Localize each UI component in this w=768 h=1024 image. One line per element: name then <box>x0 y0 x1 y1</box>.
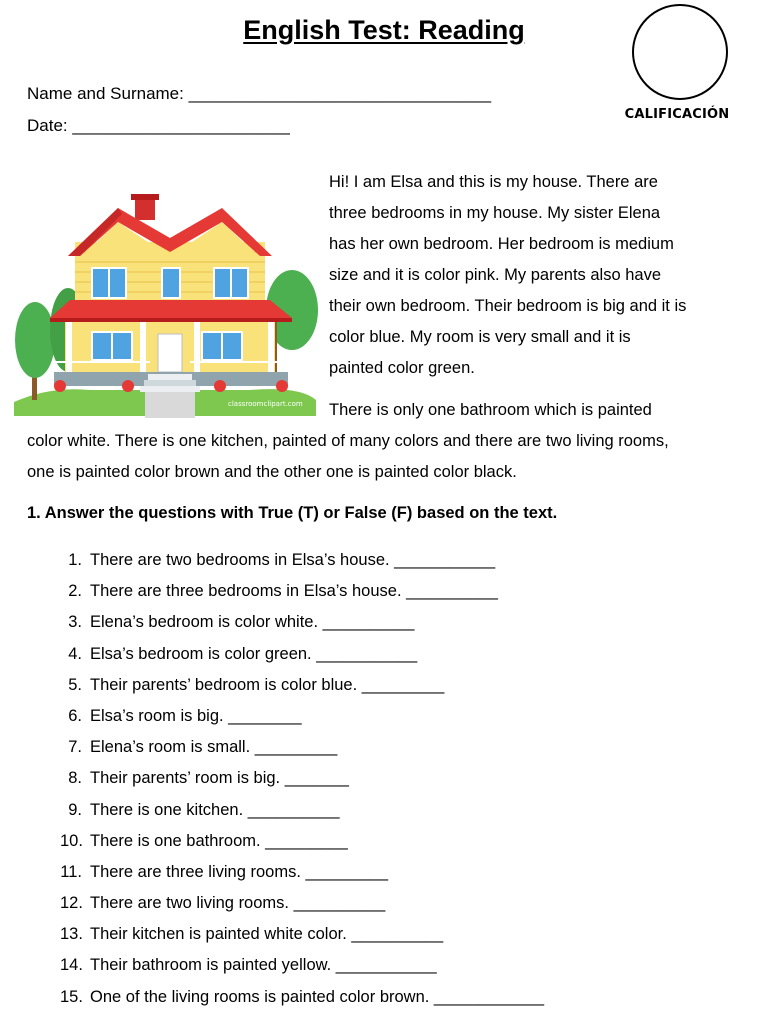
reading-paragraph-right <box>329 167 686 384</box>
reading-line: There is only one bathroom which is painted <box>329 401 652 419</box>
question-number: 15. <box>60 987 83 1006</box>
question-number: 2. <box>68 582 82 601</box>
question-text: There are two living rooms. __________ <box>90 894 386 913</box>
question-text: Their bathroom is painted yellow. ___________ <box>90 956 437 975</box>
reading-line: three bedrooms in my house. My sister Elena <box>329 204 661 222</box>
name-field: Name and Surname: ________________________________ <box>27 84 492 103</box>
question-text: Their kitchen is painted white color. __________ <box>90 925 444 944</box>
question-number: 11. <box>60 862 82 881</box>
page-title: English Test: Reading <box>243 15 525 45</box>
question-text: There are three bedrooms in Elsa’s house. __________ <box>90 582 498 601</box>
question-text: Elena’s room is small. _________ <box>90 738 338 757</box>
reading-line: color white. There is one kitchen, painted of many colors and there are two living rooms, <box>27 432 669 450</box>
reading-line: has her own bedroom. Her bedroom is medium <box>329 235 674 253</box>
reading-paragraph-continuation <box>329 395 652 426</box>
question-text: There is one kitchen. __________ <box>90 800 340 819</box>
question-number: 14. <box>60 956 83 975</box>
house-illustration <box>10 190 320 418</box>
reading-paragraph-full <box>27 426 669 488</box>
question-text: There is one bathroom. _________ <box>90 831 348 850</box>
reading-line: Hi! I am Elsa and this is my house. There are <box>329 173 658 191</box>
question-number: 5. <box>68 675 82 694</box>
question-text: Elsa’s bedroom is color green. ___________ <box>90 644 418 663</box>
reading-line: size and it is color pink. My parents also have <box>329 266 661 284</box>
question-text: Elena’s bedroom is color white. __________ <box>90 613 415 632</box>
question-number: 1. <box>68 551 82 569</box>
question-text: There are two bedrooms in Elsa’s house. ___________ <box>90 551 496 569</box>
question-number: 9. <box>68 800 82 819</box>
question-number: 4. <box>68 644 82 663</box>
date-field: Date: _______________________ <box>27 116 290 135</box>
question-text: There are three living rooms. _________ <box>90 862 389 881</box>
instruction-heading: 1. Answer the questions with True (T) or False (F) based on the text. <box>27 504 558 522</box>
question-number: 6. <box>68 706 82 725</box>
reading-line: painted color green. <box>329 359 475 377</box>
question-number: 13. <box>60 925 83 944</box>
question-number: 8. <box>68 769 82 788</box>
watermark-text: classroomclipart.com <box>228 400 303 408</box>
question-number: 10. <box>60 831 83 850</box>
question-text: Their parents’ bedroom is color blue. _________ <box>90 675 445 694</box>
question-text: Their parents’ room is big. _______ <box>90 769 349 788</box>
reading-line: their own bedroom. Their bedroom is big and it is <box>329 297 687 315</box>
question-number: 12. <box>60 894 83 913</box>
question-text: One of the living rooms is painted color brown. ____________ <box>90 987 545 1006</box>
question-number: 7. <box>68 738 82 757</box>
question-number: 3. <box>68 613 82 632</box>
question-text: Elsa’s room is big. ________ <box>90 706 302 725</box>
grade-circle <box>632 4 728 100</box>
reading-line: one is painted color brown and the other one is painted color black. <box>27 463 517 481</box>
reading-line: color blue. My room is very small and it is <box>329 328 631 346</box>
grade-label: CALIFICACIÓN <box>624 107 730 122</box>
